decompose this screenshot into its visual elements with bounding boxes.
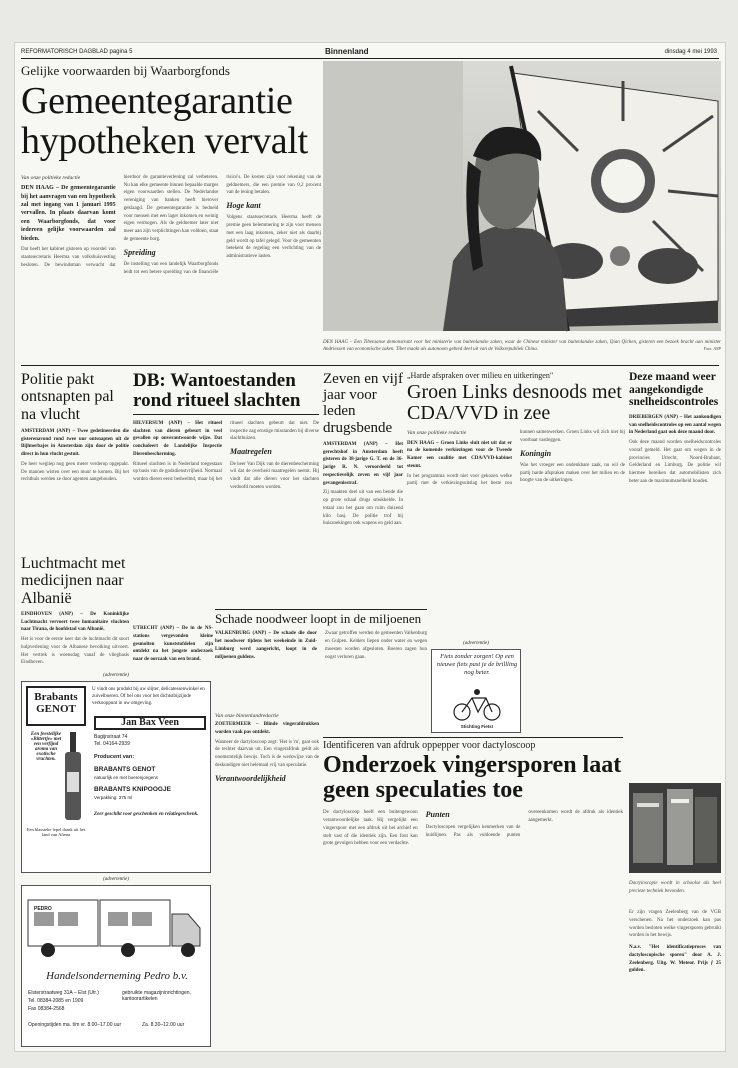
luchtmacht-lead: EINDHOVEN (ANP) – De Koninklijke Luchtmacht vervoert twee humanitaire vluchten naar Tirana, de hoofdstad van Albanië. bbox=[21, 611, 129, 633]
bottle-icon bbox=[62, 732, 84, 822]
snelheid-body: Ook deze maand worden snelheidscontroles vooraf gemeld. Het gaat om wegen in de provincies Utrecht, Noord-Brabant, Gelderland en Limburg. De politie wil hiermee bereiken dat automobilisten zich beter aan de maximumsnelheid houden. bbox=[629, 440, 721, 484]
utrecht-text: UTRECHT (ANP) – De in de NS-stations vergevonden kleine gesmolten kunststofdelen zijn ontdekt na het jongste onderzoek naar de oorzaak van een brand. bbox=[133, 626, 213, 662]
section-rule bbox=[21, 365, 719, 366]
article-vinger bbox=[215, 713, 319, 1048]
books-photo bbox=[629, 783, 721, 873]
wantoestanden-lead: HILVERSUM (ANP) – Het ritueel slachten van dieren gebeurt in veel gevallen op onverantwoorde wijze. Dat concludeert de Landelijke Inspectie Dierenbescherming. bbox=[133, 420, 222, 457]
genot-intro: U vindt ons produkt bij uw slijter, delicatessenwinkel en zuivelboeren. Of bel ons voor het dichtstbijzijnde verkooppunt in uw omgeving. bbox=[92, 687, 205, 706]
onderzoek-body: De dactyloscoop heeft een buitengewoon verantwoordelijke taak. Hij vergelijkt een vingerspoor met een afdruk uit het archief en stelt vast of die identiek zijn. Een fout kan grote gevolgen hebben voor een verdachte. bbox=[323, 810, 418, 847]
article-luchtmacht bbox=[21, 555, 129, 666]
article-zeven bbox=[323, 371, 403, 601]
article-onderzoek bbox=[323, 737, 623, 1047]
ad-genot-label: (advertentie) bbox=[103, 673, 129, 678]
lead-body bbox=[21, 174, 321, 352]
photo-block bbox=[323, 61, 721, 353]
tibet-demonstrator-photo bbox=[323, 61, 721, 331]
groen-lead: DEN HAAG – Groen Links sluit niet uit dat er na de komende verkiezingen voor de Tweede Kamer een coalitie met CDA/VVD-kabinet steunt. bbox=[407, 440, 512, 469]
books-body: Er zijn vragen Zeelenberg van de VGB verschenen. Na het onderzoek kan pas worden besloten welke vingersporen gebruikt worden in het bewijs. bbox=[629, 910, 721, 939]
snelheid-lead: DRIEBERGEN (ANP) – Het aankondigen van snelheidscontroles op een aantal wegen in Nederland gaat ook deze maand door. bbox=[629, 414, 721, 436]
header-date: dinsdag 4 mei 1993 bbox=[664, 49, 717, 55]
genot-bottle-text: Een klassieke lepel drank uit het land van Altena bbox=[26, 827, 86, 837]
article-schade bbox=[215, 609, 427, 709]
snelheid-headline: Deze maand weer aangekondigde snelheidscontroles bbox=[629, 371, 719, 409]
books-note: N.a.v. "Het identificatieproces van dactyloscopische sporen" door A. J. Zeelenberg. Uitg. W. Meteor. Prijs ƒ 25 gulden. bbox=[629, 945, 721, 974]
genot-brand-box: Jan Bax Veen bbox=[94, 716, 206, 730]
genot-product-2: BRABANTS KNIPOOGJE bbox=[94, 786, 171, 793]
lead-intro: DEN HAAG – De gemeentegarantie bij het aanvragen van een hypotheek zal met ingang van 1 januari 1995 vervallen. In plaats daarvan komt een Waarborgfonds, dat voor iedereen gelijke voorwaarden zal bieden. bbox=[21, 185, 116, 242]
ad-fietsen-label: (advertentie) bbox=[463, 641, 489, 646]
politie-body: De heer wegliep nog geen meter verderop opgepakt. De mannen wisten over een muur te komen. Bij het rechthuis werden ze door agenten aangehouden. bbox=[21, 461, 129, 483]
article-groen-links bbox=[407, 371, 625, 671]
genot-product-1-desc: natuurlijk en met boerenjongens bbox=[94, 775, 159, 780]
fietsen-sign: Stichting Fiets! bbox=[460, 724, 494, 729]
genot-product-1: BRABANTS GENOT bbox=[94, 766, 156, 773]
pedro-fax: Fax 08384-2568 bbox=[28, 1006, 65, 1012]
article-utrecht bbox=[133, 625, 213, 665]
pedro-products: gebruikte magazijninrichtingen, kantoorartikelen bbox=[122, 990, 191, 1002]
genot-footer: Zeer geschikt voor geschenken en relatiegeschenk. bbox=[94, 812, 199, 817]
header-section: Binnenland bbox=[325, 47, 369, 56]
bicycle-icon bbox=[452, 688, 502, 722]
zeven-body: Zij maakten deel uit van een bende die op grote schaal drugs smokkelde. In totaal zou het gaan om ruim duizend kilo hasj. De politie trof bij huiszoekingen ook wapens en geld aan. bbox=[323, 490, 403, 527]
photo-caption-text: DEN HAAG – Een Tibetaanse demonstrant voor het ministerie van buitenlandse zaken, waar de Chinese minister van buitenlandse zaken, Qian Qichen, gisteren een bezoek bracht aan minister Andriessen van economische zaken. Tibet maakt als autonoom gebied deel uit van de Volksrepubliek China. bbox=[323, 340, 721, 352]
onderzoek-subhead: Punten bbox=[425, 810, 450, 820]
pedro-name: Handelsonderneming Pedro b.v. bbox=[46, 970, 188, 982]
schade-body: Zwaar getroffen werden de gemeenten Valkenburg en Gulpen. Kelders liepen onder water en wegen moesten worden afgesloten. Boeren zagen hun oogst verloren gaan. bbox=[325, 631, 427, 660]
photo-credit: Foto: ANP bbox=[703, 346, 721, 351]
genot-address: Bagijnstraat 74 bbox=[94, 734, 128, 740]
politie-headline: Politie pakt ontsnapten pal na vlucht bbox=[21, 371, 114, 423]
article-snelheid bbox=[629, 371, 721, 771]
genot-logo: Brabants GENOT bbox=[26, 686, 86, 726]
header-rule bbox=[21, 58, 719, 59]
wantoestanden-headline: DB: Wantoestanden rond ritueel slachten bbox=[133, 371, 319, 415]
luchtmacht-body: Het is voor de eerste keer dat de luchtmacht dit soort hulpverlening voor de Albanese bevolking uitvoert. Het vertrek is woensdag vanaf de vliegbasis Eindhoven. bbox=[21, 637, 129, 666]
schade-headline: Schade noodweer loopt in de miljoenen bbox=[215, 609, 427, 626]
lead-subhead-1: Spreiding bbox=[123, 247, 156, 257]
article-books bbox=[629, 909, 721, 1049]
genot-product-2-desc: Verpakking: 375 ml bbox=[94, 795, 133, 800]
photo-caption bbox=[323, 339, 721, 353]
lead-body-text-2: De instelling van een landelijk Waarborgfonds leidt tot een betere spreiding van de financiële risico's. De kosten zijn voor rekening van de geldnemers, die een premie van 0,2 procent van de lening betalen. bbox=[123, 174, 321, 275]
ad-fietsen bbox=[431, 641, 521, 733]
politie-lead: AMSTERDAM (ANP) – Twee gedetineerden die gisterenavond rond twee uur ontsnapten uit de Bijlmerbajes in Amsterdam zijn door de politie direct in hun vlucht gestuit. bbox=[21, 428, 129, 458]
truck-brand: PEDRO bbox=[34, 906, 52, 912]
ad-brabants-genot bbox=[21, 673, 211, 873]
ad-pedro-label: (advertentie) bbox=[103, 877, 129, 882]
wantoestanden-body-2: De heer Van Dijk van de dierenbescherming wil dat de overheid maatregelen neemt. Hij vindt dat alle dieren voor het slachten verdoofd moeten worden. bbox=[230, 461, 319, 490]
books-photo-block bbox=[629, 783, 721, 903]
genot-producer-label: Producent van: bbox=[94, 754, 135, 760]
lead-kicker: Gelijke voorwaarden bij Waarborgfonds bbox=[21, 63, 230, 78]
vinger-lead: ZOETERMEER – Blinde vingerafdrukken worden vaak pas ontdekt. bbox=[215, 722, 319, 735]
onderzoek-body-2: Dactyloscopen vergelijken kenmerken van de huidlijnen. Pas als voldoende punten overeenkomen wordt de afdruk als identiek aangemerkt. bbox=[425, 810, 623, 838]
groen-headline: Groen Links desnoods met CDA/VVD in zee bbox=[407, 381, 622, 424]
groen-subhead: Koningin bbox=[520, 448, 552, 458]
books-caption: Dactyloscopie wordt in schoolse als heel precieze techniek bevonden. bbox=[629, 881, 721, 894]
groen-kicker: „Harde afspraken over milieu en uitkeringen" bbox=[407, 371, 554, 380]
wantoestanden-subhead: Maatregelen bbox=[230, 447, 272, 457]
groen-body-2: Was het vroeger een ondenkbare zaak, nu wil de partij harde afspraken maken over het milieu en de hoogte van de uitkeringen. bbox=[520, 462, 625, 484]
groen-byline: Van onze politieke redactie bbox=[407, 430, 467, 436]
pedro-tel: Tel. 08384-2085 en 1909 bbox=[28, 998, 84, 1004]
genot-tel: Tel. 04164-2939 bbox=[94, 741, 130, 747]
lead-headline: Gemeentegarantie hypotheken vervalt bbox=[21, 80, 308, 162]
vinger-body: Wanneer de dactyloscoop zegt: 'Het is 'm', gaat ook de rechter daarvan uit. Een vingerafdruk geldt als onomstotelijk bewijs. Toch is de werkwijze van de deskundigen niet helemaal vrij van speculatie. bbox=[215, 739, 319, 768]
lead-body-text-3: Volgens staatssecretaris Heerma heeft de premie geen belemmering te zijn voor mensen met een laag inkomen, zeker niet als daarbij geld wordt op tafel gelegd. Voor de gemeenten betekent de regeling een verlichting van de administratieve lasten. bbox=[226, 215, 321, 260]
article-politie bbox=[21, 371, 129, 551]
lead-body-text: Dat heeft het kabinet gisteren op voorstel van staatssecretaris Heerma van volkshuisvesting besloten. De bewindsman verwacht dat hierdoor de garantieverlening zal verbeteren. Nu kan elke gemeente binnen bepaalde marges eigen voorwaarden stellen. De Nederlandse vereniging van banken heeft hierover geklaagd. De gemeentegarantie is bedoeld voor mensen met een lager inkomen en weinig eigen vermogen. Als de geldnemer later niet meer aan zijn verplichtingen kan voldoen, staat de gemeente borg. bbox=[21, 174, 219, 268]
lead-byline: Van onze politieke redactie bbox=[21, 174, 81, 181]
onderzoek-kicker: Identificeren van afdruk oppepper voor dactyloscoop bbox=[323, 737, 623, 751]
ad-pedro bbox=[21, 877, 211, 1047]
header-paper-name: REFORMATORISCH DAGBLAD pagina 5 bbox=[21, 49, 133, 55]
article-wantoestanden bbox=[133, 371, 319, 621]
schade-lead: VALKENBURG (ANP) – De schade die door het noodweer tijdens het weekeinde in Zuid-Limburg werd aangericht, loopt in de miljoenen guldens. bbox=[215, 631, 317, 660]
onderzoek-headline: Onderzoek vingersporen laat geen speculaties toe bbox=[323, 752, 622, 804]
pedro-address: Elsterstraatweg 31A – Elst (Utr.) bbox=[28, 990, 99, 996]
luchtmacht-headline: Luchtmacht met medicijnen naar Albanië bbox=[21, 555, 126, 607]
zeven-headline: Zeven en vijf jaar voor leden drugsbende bbox=[323, 371, 403, 436]
genot-slogan: Een feestelijke »Bittertje« met een verfijnd aroma van exotische vruchten. bbox=[30, 732, 62, 762]
pedro-saturday: Za. 8.30–12.00 uur bbox=[142, 1022, 185, 1028]
vinger-subhead: Verantwoordelijkheid bbox=[215, 773, 286, 783]
pedro-hours: Openingstijden ma. t/m vr. 8.00–17.00 uur bbox=[28, 1022, 122, 1028]
lead-article bbox=[21, 61, 321, 361]
zeven-lead: AMSTERDAM (ANP) – Het gerechtshof in Amsterdam heeft gisteren de 38-jarige G. T. en de 36-jarige R. N. veroordeeld tot respectievelijk zeven en vijf jaar gevangenisstraf. bbox=[323, 441, 403, 486]
newspaper-page bbox=[14, 42, 726, 1052]
lead-subhead-2: Hoge kant bbox=[226, 201, 261, 211]
truck-illustration bbox=[28, 892, 206, 962]
groen-body: In het programma wordt niet voor gekozen welke partij met de verkiezingsuitslag het beste zou kunnen samenwerken. Groen Links wil zich niet bij voorbaat vastleggen. bbox=[407, 430, 625, 487]
vinger-byline: Van onze binnenlandredactie bbox=[215, 713, 279, 719]
fietsen-text: Fiets zonder zorgen! Op een nieuwe fiets past je de brillling nog beter. bbox=[436, 653, 518, 676]
wantoestanden-body: Ritueel slachten is in Nederland toegestaan op basis van de godsdienstvrijheid. Normaal worden dieren eerst bedwelmd, maar bij het ritueel slachten gebeurt dat niet. De inspectie zag ernstige misstanden bij diverse slachthuizen. bbox=[133, 420, 320, 483]
